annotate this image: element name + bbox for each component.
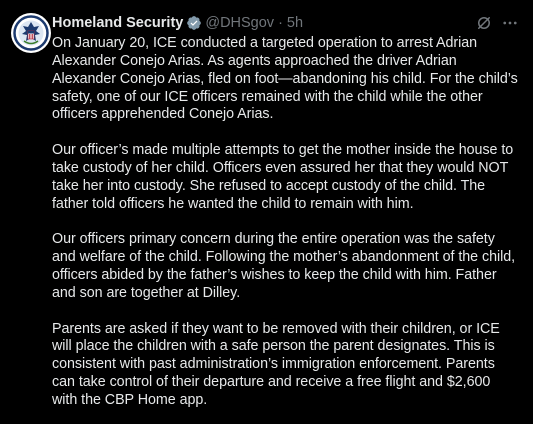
tweet-paragraph: Parents are asked if they want to be removed with their children, or ICE will place the children with a safe person the parent designates. This is consistent with past administration’s immigration enforcement. Parents can take control of their departure and receive a free flight and $2,600 with the CBP Home app.: [52, 320, 500, 408]
verified-badge-icon[interactable]: [186, 15, 202, 31]
dhs-seal-icon: [11, 13, 51, 53]
tweet-header: [52, 13, 519, 33]
grok-icon[interactable]: [475, 14, 493, 32]
display-name[interactable]: Homeland Security: [52, 15, 184, 31]
avatar[interactable]: [11, 13, 51, 53]
separator-dot: ·: [278, 15, 283, 31]
header-actions: [475, 14, 519, 32]
tweet-paragraph: Our officer’s made multiple attempts to get the mother inside the house to take custody of her child. Officers even assured her that they would NOT take her into custody. She refused to accept custody of the child. The father told officers he wanted the child to remain with him.: [52, 142, 514, 212]
tweet-paragraph: On January 20, ICE conducted a targeted operation to arrest Adrian Alexander Conejo Arias. As agents approached the driver Adrian Alexander Conejo Arias, fled on foot—abandoning his child. For the child’s safety, one of our ICE officers remained with the child while the other officers apprehended Conejo Arias.: [52, 35, 518, 123]
timestamp[interactable]: 5h: [286, 15, 304, 31]
tweet-content: [52, 13, 519, 410]
more-icon[interactable]: [501, 14, 519, 32]
tweet-text: [52, 35, 519, 410]
tweet-paragraph: Our officers primary concern during the entire operation was the safety and welfare of the child. Following the mother’s abandonment of the child, officers abided by the father’s wishes to keep the child with him. Father and son are together at Dilley.: [52, 231, 516, 301]
handle[interactable]: @DHSgov: [205, 15, 275, 31]
